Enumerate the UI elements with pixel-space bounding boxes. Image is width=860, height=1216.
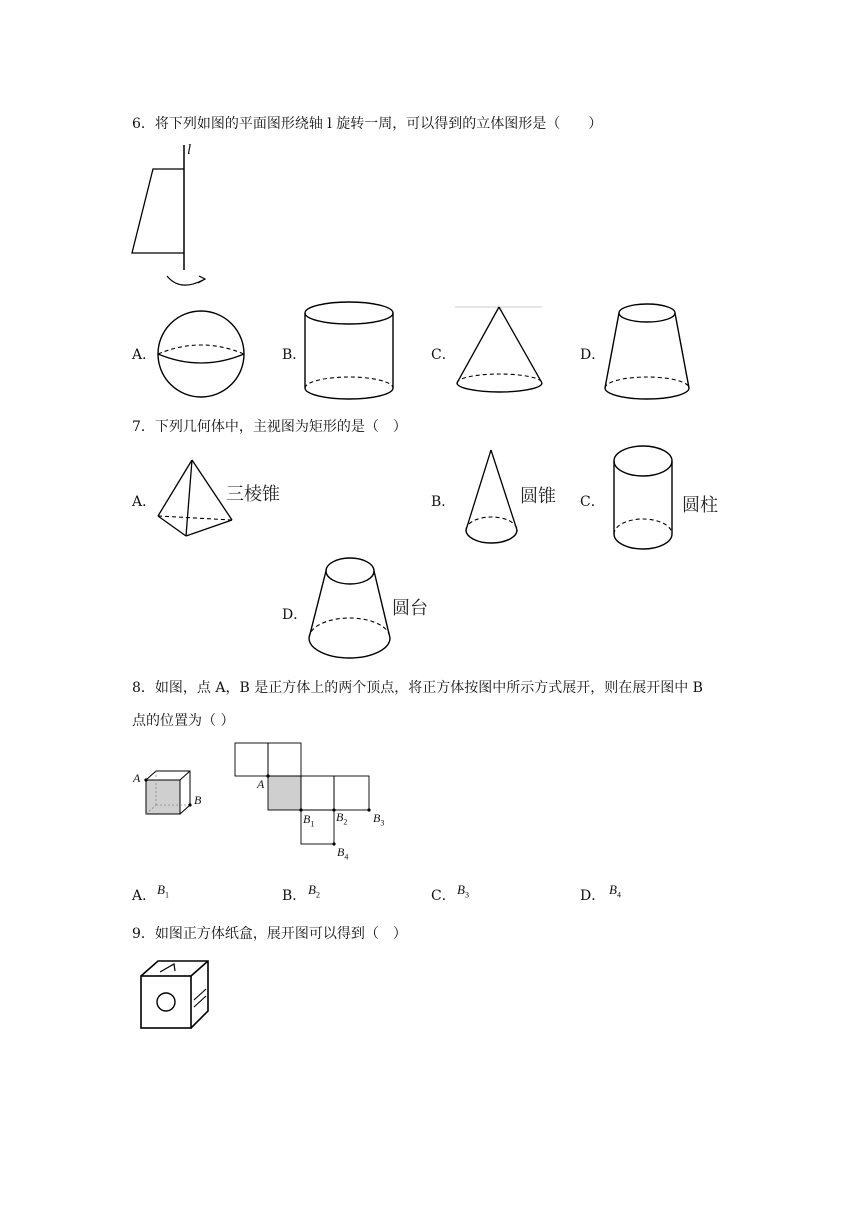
q6-sphere-figure	[155, 308, 247, 400]
q7-solid-name-pyramid: 三棱锥	[226, 484, 280, 505]
q7-option-c-label: C．	[580, 494, 605, 510]
q7-option-a-label: A．	[132, 494, 157, 510]
q8-net-figure	[232, 742, 374, 848]
q8-net-label-b2: $B_2$	[336, 810, 348, 827]
q8-option-a-value: $B_1$	[157, 882, 169, 900]
q8-option-a-label: A．	[132, 888, 157, 904]
q8-net-label-b3: $B_3$	[373, 811, 385, 828]
q8-text-line1: 8．如图，点 A，B 是正方体上的两个顶点，将正方体按图中所示方式展开，则在展开图中 B	[132, 680, 703, 696]
q8-option-c-label: C．	[431, 888, 456, 904]
q6-frustum-figure	[602, 300, 692, 406]
q6-option-c-label: C．	[431, 347, 456, 363]
q7-text: 7．下列几何体中，主视图为矩形的是（ ）	[132, 419, 407, 435]
q7-option-d-label: D．	[282, 607, 308, 623]
q6-option-b-label: B．	[282, 347, 307, 363]
q9-text: 9．如图正方体纸盒，展开图可以得到（ ）	[132, 926, 407, 942]
q7-solid-name-cylinder: 圆柱	[682, 495, 718, 516]
q7-solid-name-frustum: 圆台	[392, 598, 428, 619]
q6-option-d-label: D．	[580, 347, 606, 363]
q9-paper-box-figure	[138, 958, 212, 1032]
q7-option-b-label: B．	[431, 494, 456, 510]
q8-net-label-b4: $B_4$	[337, 845, 349, 862]
q8-cube-figure	[140, 768, 196, 818]
q6-cone-figure	[452, 304, 548, 398]
q6-trapezoid-figure	[125, 140, 220, 290]
q8-option-d-label: D．	[580, 888, 606, 904]
q8-option-d-value: $B_4$	[609, 882, 621, 900]
q6-cylinder-figure	[303, 300, 395, 404]
q7-cone-figure	[463, 446, 521, 548]
q8-option-c-value: $B_3$	[457, 882, 469, 900]
q7-frustum-figure	[306, 556, 394, 664]
q6-option-a-label: A．	[132, 347, 157, 363]
q6-text: 6．将下列如图的平面图形绕轴 l 旋转一周，可以得到的立体图形是（ ）	[132, 116, 603, 132]
q7-triangular-pyramid-figure	[154, 456, 236, 542]
q8-net-label-b1: $B_1$	[303, 812, 315, 829]
q7-cylinder-figure	[612, 444, 676, 554]
q6-axis-label: l	[187, 142, 192, 158]
q8-cube-label-a: A	[133, 771, 141, 785]
q8-option-b-label: B．	[282, 888, 307, 904]
q7-solid-name-cone: 圆锥	[520, 486, 556, 507]
q8-option-b-value: $B_2$	[308, 882, 320, 900]
q8-cube-label-b: B	[194, 793, 202, 807]
q8-text-line2: 点的位置为（ ）	[132, 713, 235, 729]
q8-net-label-a: A	[257, 777, 265, 791]
